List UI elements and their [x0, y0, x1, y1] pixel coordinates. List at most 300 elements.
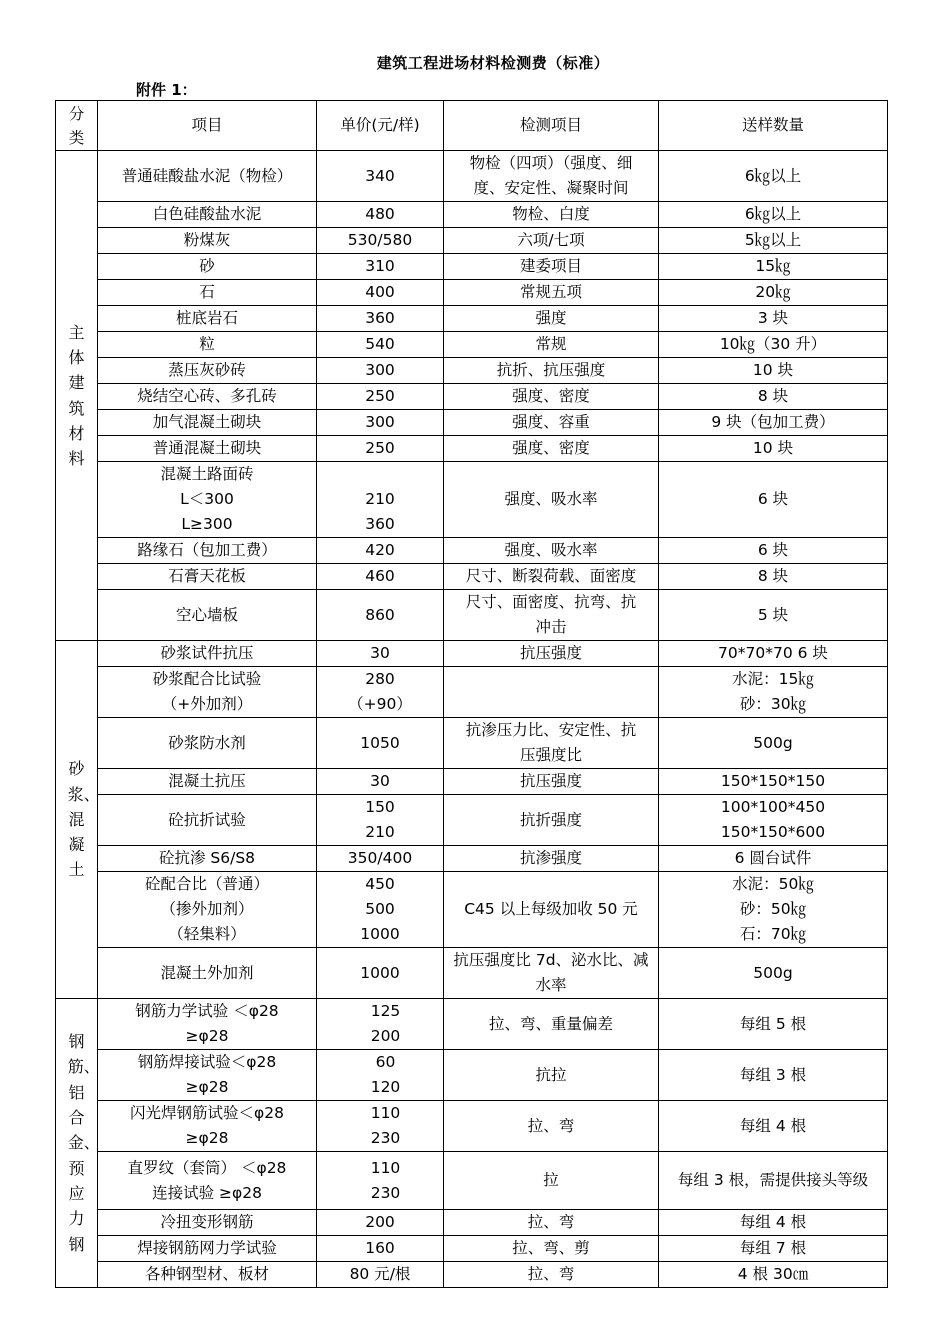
price-cell — [317, 202, 444, 228]
qty-cell-text: 石：70㎏ — [739, 925, 807, 943]
price-cell-text — [320, 462, 440, 487]
test-cell-text: 强度、吸水率 — [504, 490, 598, 508]
item-cell — [98, 358, 317, 384]
test-cell — [444, 590, 659, 641]
item-cell-text: 蒸压灰砂砖 — [168, 361, 246, 379]
price-cell — [317, 846, 444, 872]
table-row — [56, 564, 888, 590]
test-cell-text: 抗压强度 — [519, 772, 582, 790]
qty-cell-text: 5 块 — [757, 605, 789, 624]
qty-cell-text: 3 块 — [757, 309, 789, 327]
table-row — [56, 254, 888, 280]
price-cell — [317, 1050, 444, 1101]
item-cell-text: 石膏天花板 — [168, 567, 246, 585]
qty-cell — [659, 202, 888, 228]
qty-cell-text: 150*150*150 — [720, 772, 826, 790]
item-cell-text: 普通硅酸盐水泥（物检） — [121, 166, 293, 185]
qty-cell-text: 6㎏以上 — [744, 166, 802, 185]
test-cell — [444, 948, 659, 999]
qty-cell — [659, 1050, 888, 1101]
price-table — [55, 100, 888, 1288]
item-cell — [98, 332, 317, 358]
item-cell-text: （掺外加剂） — [160, 900, 254, 918]
price-cell — [317, 1262, 444, 1288]
qty-cell-text: 水泥：50㎏ — [732, 875, 814, 893]
item-cell — [98, 718, 317, 769]
price-cell — [317, 410, 444, 436]
item-cell-text: 白色硅酸盐水泥 — [152, 205, 262, 223]
table-row — [56, 1101, 888, 1152]
test-cell-text: 抗压强度 — [519, 644, 582, 662]
price-cell — [317, 151, 444, 202]
test-cell — [444, 1152, 659, 1210]
price-cell — [317, 462, 444, 538]
table-row — [56, 538, 888, 564]
qty-cell — [659, 462, 888, 538]
qty-cell-text: 每组 7 根 — [739, 1239, 807, 1257]
table-row — [56, 462, 888, 538]
item-cell-text: 冷扭变形钢筋 — [160, 1213, 254, 1231]
test-cell — [444, 384, 659, 410]
qty-cell-text: 500g — [753, 963, 793, 982]
price-cell — [317, 667, 444, 718]
category-label: 主体建筑材料 — [68, 322, 85, 469]
item-cell-text: ≥φ28 — [185, 1078, 229, 1096]
price-cell-text: 250 — [365, 387, 395, 405]
test-cell — [444, 410, 659, 436]
item-cell — [98, 1101, 317, 1152]
item-cell — [98, 1236, 317, 1262]
table-row — [56, 641, 888, 667]
qty-cell — [659, 1236, 888, 1262]
qty-cell-text: 10 块 — [752, 439, 794, 457]
price-cell — [317, 590, 444, 641]
qty-cell-text: 砂：30㎏ — [739, 695, 807, 713]
table-row — [56, 795, 888, 846]
price-cell-text: 860 — [365, 605, 395, 624]
table-row — [56, 999, 888, 1050]
item-cell-text: 砼抗渗 S6/S8 — [158, 849, 256, 867]
test-cell — [444, 1101, 659, 1152]
item-cell — [98, 1262, 317, 1288]
price-cell-text: 1000 — [360, 963, 400, 982]
category-label: 砂浆、混凝土 — [67, 759, 100, 880]
qty-cell — [659, 1152, 888, 1210]
price-cell — [317, 358, 444, 384]
price-cell-text: 300 — [365, 413, 395, 431]
item-cell-text: L≥300 — [181, 515, 233, 533]
qty-cell — [659, 1101, 888, 1152]
test-cell — [444, 280, 659, 306]
test-cell — [444, 436, 659, 462]
test-cell-text: 尺寸、面密度、抗弯、抗 — [465, 593, 637, 611]
test-cell-text: 抗压强度比 7d、泌水比、减 — [453, 951, 649, 969]
item-cell — [98, 999, 317, 1050]
qty-cell — [659, 410, 888, 436]
test-cell-text: 物检（四项）（强度、细 — [469, 154, 633, 172]
price-cell — [317, 564, 444, 590]
qty-cell-text: 150*150*600 — [720, 823, 826, 841]
qty-cell — [659, 436, 888, 462]
header-price: 单价(元/样) — [317, 101, 444, 151]
item-cell — [98, 872, 317, 948]
item-cell-text: 粒 — [199, 335, 215, 353]
header-category-label: 分类 — [68, 104, 85, 147]
price-cell-text: 110 — [370, 1158, 401, 1177]
qty-cell — [659, 384, 888, 410]
price-cell — [317, 306, 444, 332]
price-cell-text: 125 — [370, 1002, 401, 1020]
price-cell-text: 460 — [365, 567, 395, 585]
test-cell-text: 拉、弯 — [527, 1265, 575, 1283]
item-cell-text: 连接试验 ≥φ28 — [152, 1183, 262, 1202]
item-cell-text: 钢筋力学试验 ＜φ28 — [135, 1002, 279, 1020]
test-cell — [444, 872, 659, 948]
price-cell-text: 230 — [370, 1129, 401, 1147]
test-cell — [444, 538, 659, 564]
qty-cell — [659, 999, 888, 1050]
item-cell — [98, 384, 317, 410]
table-row — [56, 358, 888, 384]
item-cell-text: 砂浆配合比试验 — [152, 670, 262, 688]
price-cell — [317, 948, 444, 999]
qty-cell-text: 砂：50㎏ — [739, 900, 807, 918]
price-cell-text: 420 — [365, 541, 395, 559]
price-cell-text: 60 — [375, 1053, 396, 1071]
test-cell-text: 冲击 — [535, 618, 567, 636]
price-cell — [317, 999, 444, 1050]
price-cell-text: 300 — [365, 361, 395, 379]
price-cell — [317, 1152, 444, 1210]
qty-cell — [659, 846, 888, 872]
header-row — [56, 101, 888, 151]
test-cell-text: 建委项目 — [519, 257, 582, 275]
test-cell-text: 尺寸、断裂荷载、面密度 — [465, 567, 637, 585]
qty-cell-text: 500g — [753, 733, 793, 752]
item-cell — [98, 280, 317, 306]
qty-cell-text: 每组 5 根 — [739, 1014, 807, 1033]
qty-cell — [659, 538, 888, 564]
price-cell-text: 500 — [365, 900, 395, 918]
item-cell-text: L＜300 — [180, 490, 234, 508]
price-cell-text: 310 — [365, 257, 395, 275]
qty-cell-text: 20㎏ — [755, 283, 791, 301]
test-cell-text: 拉 — [543, 1171, 559, 1189]
category-label: 钢筋、铝合金、预应力钢 — [67, 1032, 100, 1254]
test-cell — [444, 228, 659, 254]
test-cell — [444, 1262, 659, 1288]
qty-cell — [659, 769, 888, 795]
test-cell — [444, 846, 659, 872]
item-cell-text: 混凝土路面砖 — [160, 465, 254, 483]
header-item: 项目 — [98, 101, 317, 151]
annex-label: 附件 1： — [136, 81, 197, 99]
price-cell-text: 250 — [365, 439, 395, 457]
qty-cell-text: 70*70*70 6 块 — [718, 644, 828, 662]
price-cell-text: 230 — [370, 1183, 401, 1202]
item-cell-text: 烧结空心砖、多孔砖 — [137, 387, 277, 405]
table-row — [56, 280, 888, 306]
table-row — [56, 202, 888, 228]
qty-cell-text: 10㎏（30 升） — [719, 335, 827, 353]
price-cell — [317, 1236, 444, 1262]
qty-cell-text: 5㎏以上 — [744, 231, 802, 249]
item-cell — [98, 1210, 317, 1236]
test-cell — [444, 1210, 659, 1236]
qty-cell — [659, 564, 888, 590]
qty-cell-text: 10 块 — [752, 361, 794, 379]
test-cell-text: C45 以上每级加收 50 元 — [464, 900, 638, 918]
price-cell-text: 200 — [365, 1213, 395, 1231]
qty-cell — [659, 332, 888, 358]
item-cell-text: （轻集料） — [168, 925, 246, 943]
qty-cell-text: 6 圆台试件 — [734, 849, 812, 867]
test-cell-text: 六项/七项 — [517, 231, 585, 249]
price-cell — [317, 718, 444, 769]
item-cell — [98, 202, 317, 228]
header-test: 检测项目 — [444, 101, 659, 151]
qty-cell — [659, 1262, 888, 1288]
item-cell — [98, 948, 317, 999]
item-cell — [98, 254, 317, 280]
qty-cell-text: 6 块 — [757, 541, 789, 559]
price-cell — [317, 384, 444, 410]
item-cell — [98, 667, 317, 718]
qty-cell — [659, 280, 888, 306]
table-row — [56, 1050, 888, 1101]
test-cell — [444, 358, 659, 384]
test-cell-text: 物检、白度 — [512, 205, 590, 223]
item-cell-text: 钢筋焊接试验＜φ28 — [137, 1053, 277, 1071]
qty-cell-text: 15㎏ — [755, 257, 791, 275]
test-cell — [444, 667, 659, 718]
table-row — [56, 436, 888, 462]
item-cell — [98, 1050, 317, 1101]
table-row — [56, 384, 888, 410]
test-cell-text: 常规 — [535, 335, 567, 353]
test-cell — [444, 332, 659, 358]
test-cell-text: 强度 — [535, 309, 567, 327]
item-cell — [98, 306, 317, 332]
item-cell — [98, 795, 317, 846]
price-cell-text: （+90） — [348, 695, 412, 713]
qty-cell-text: 9 块（包加工费） — [711, 413, 835, 431]
table-row — [56, 228, 888, 254]
item-cell-text: 砂浆试件抗压 — [160, 644, 254, 662]
table-row — [56, 332, 888, 358]
price-cell — [317, 1210, 444, 1236]
item-cell-text: 空心墙板 — [175, 605, 238, 624]
price-cell — [317, 228, 444, 254]
qty-cell — [659, 872, 888, 948]
item-cell-text: 砂浆防水剂 — [168, 733, 246, 752]
test-cell-text: 强度、吸水率 — [504, 541, 598, 559]
item-cell-text: 石 — [199, 283, 215, 301]
header-category — [56, 101, 98, 151]
qty-cell — [659, 948, 888, 999]
test-cell-text: 压强度比 — [519, 746, 582, 764]
item-cell — [98, 564, 317, 590]
qty-cell-text: 100*100*450 — [720, 798, 826, 816]
price-cell-text: 540 — [365, 335, 395, 353]
price-cell-text: 350/400 — [347, 849, 413, 867]
price-cell-text: 120 — [370, 1078, 401, 1096]
category-cell — [56, 151, 98, 641]
item-cell — [98, 846, 317, 872]
test-cell — [444, 1050, 659, 1101]
test-cell — [444, 254, 659, 280]
test-cell — [444, 1236, 659, 1262]
qty-cell — [659, 590, 888, 641]
test-cell — [444, 462, 659, 538]
price-cell — [317, 795, 444, 846]
price-cell — [317, 641, 444, 667]
test-cell-text: 拉、弯 — [527, 1213, 575, 1231]
test-cell-text: 度、安定性、凝聚时间 — [473, 179, 629, 197]
qty-cell — [659, 228, 888, 254]
item-cell-text: 加气混凝土砌块 — [152, 413, 262, 431]
price-cell — [317, 332, 444, 358]
table-row — [56, 1152, 888, 1210]
item-cell-text: 直罗纹（套筒） ＜φ28 — [127, 1158, 287, 1177]
test-cell — [444, 769, 659, 795]
qty-cell-text: 每组 3 根，需提供接头等级 — [677, 1171, 869, 1189]
item-cell-text: 普通混凝土砌块 — [152, 439, 262, 457]
price-cell — [317, 280, 444, 306]
price-cell-text: 160 — [365, 1239, 395, 1257]
item-cell — [98, 462, 317, 538]
table-row — [56, 306, 888, 332]
qty-cell — [659, 254, 888, 280]
test-cell-text: 水率 — [535, 976, 567, 994]
header-qty: 送样数量 — [659, 101, 888, 151]
test-cell-text: 抗渗压力比、安定性、抗 — [465, 721, 637, 739]
price-cell-text: 80 元/根 — [349, 1265, 411, 1283]
test-cell-text: 拉、弯 — [527, 1116, 575, 1135]
qty-cell-text: 每组 3 根 — [739, 1065, 807, 1084]
item-cell — [98, 151, 317, 202]
price-cell-text: 210 — [365, 823, 395, 841]
table-row — [56, 769, 888, 795]
item-cell-text: 焊接钢筋网力学试验 — [137, 1239, 277, 1257]
price-cell — [317, 436, 444, 462]
qty-cell — [659, 358, 888, 384]
item-cell — [98, 538, 317, 564]
test-cell-text: 强度、容重 — [512, 413, 590, 431]
test-cell — [444, 999, 659, 1050]
qty-cell-text: 每组 4 根 — [739, 1213, 807, 1231]
price-cell — [317, 254, 444, 280]
test-cell — [444, 151, 659, 202]
item-cell — [98, 590, 317, 641]
price-cell-text: 360 — [365, 309, 395, 327]
qty-cell-text: 6 块 — [757, 490, 789, 508]
item-cell — [98, 1152, 317, 1210]
test-cell — [444, 795, 659, 846]
item-cell — [98, 769, 317, 795]
qty-cell-text: 水泥：15㎏ — [732, 670, 814, 688]
table-row — [56, 872, 888, 948]
item-cell-text: 砼配合比（普通） — [144, 875, 269, 893]
test-cell-text: 抗拉 — [535, 1065, 567, 1084]
price-cell — [317, 1101, 444, 1152]
qty-cell-text: 每组 4 根 — [739, 1116, 807, 1135]
item-cell-text: 路缘石（包加工费） — [137, 541, 277, 559]
price-cell-text: 1050 — [360, 733, 400, 752]
item-cell-text: 闪光焊钢筋试验＜φ28 — [130, 1104, 284, 1122]
test-cell-text: 抗折强度 — [519, 810, 582, 829]
qty-cell — [659, 795, 888, 846]
price-cell-text: 400 — [365, 283, 395, 301]
item-cell — [98, 436, 317, 462]
test-cell-text — [447, 680, 655, 705]
table-row — [56, 948, 888, 999]
table-row — [56, 1236, 888, 1262]
item-cell — [98, 410, 317, 436]
qty-cell — [659, 667, 888, 718]
test-cell — [444, 718, 659, 769]
item-cell-text: 混凝土外加剂 — [160, 963, 254, 982]
test-cell-text: 拉、弯、重量偏差 — [488, 1014, 613, 1033]
item-cell — [98, 641, 317, 667]
category-cell — [56, 999, 98, 1288]
qty-cell — [659, 718, 888, 769]
item-cell-text: 粉煤灰 — [183, 231, 231, 249]
test-cell — [444, 564, 659, 590]
price-cell-text: 150 — [365, 798, 395, 816]
item-cell-text: ≥φ28 — [185, 1027, 229, 1045]
qty-cell-text: 8 块 — [757, 387, 789, 405]
qty-cell-text: 4 根 30㎝ — [737, 1265, 809, 1283]
table-row — [56, 590, 888, 641]
table-row — [56, 846, 888, 872]
document-title: 建筑工程进场材料检测费（标准） — [376, 54, 610, 72]
price-cell-text: 110 — [370, 1104, 401, 1122]
qty-cell — [659, 641, 888, 667]
item-cell-text: 混凝土抗压 — [168, 772, 246, 790]
price-cell-text: 1000 — [360, 925, 400, 943]
test-cell-text: 强度、密度 — [512, 387, 590, 405]
table-row — [56, 151, 888, 202]
price-cell-text: 210 — [365, 490, 395, 508]
test-cell-text: 强度、密度 — [512, 439, 590, 457]
table-row — [56, 1210, 888, 1236]
price-cell-text: 480 — [365, 205, 395, 223]
item-cell-text: 桩底岩石 — [175, 309, 238, 327]
item-cell-text: （+外加剂） — [161, 695, 253, 713]
test-cell — [444, 306, 659, 332]
price-cell-text: 30 — [370, 772, 390, 790]
price-cell-text: 280 — [365, 670, 395, 688]
qty-cell — [659, 1210, 888, 1236]
test-cell — [444, 202, 659, 228]
price-cell-text: 360 — [365, 515, 395, 533]
qty-cell-text: 6㎏以上 — [744, 205, 802, 223]
price-cell-text: 200 — [370, 1027, 401, 1045]
test-cell-text: 拉、弯、剪 — [512, 1239, 590, 1257]
item-cell-text: 砂 — [199, 257, 215, 275]
item-cell-text: 各种钢型材、板材 — [144, 1265, 269, 1283]
table-row — [56, 1262, 888, 1288]
qty-cell — [659, 151, 888, 202]
price-cell — [317, 769, 444, 795]
test-cell-text: 抗折、抗压强度 — [496, 361, 606, 379]
qty-cell-text: 8 块 — [757, 567, 789, 585]
price-cell-text: 450 — [365, 875, 395, 893]
price-cell — [317, 538, 444, 564]
price-cell — [317, 872, 444, 948]
test-cell — [444, 641, 659, 667]
